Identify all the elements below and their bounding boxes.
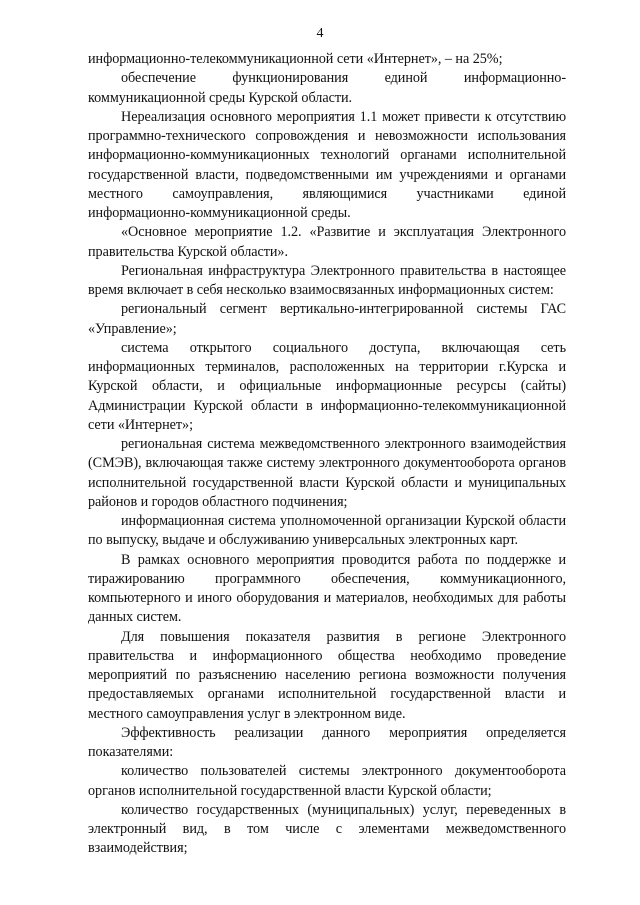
page-number: 4 xyxy=(316,26,324,41)
paragraph-measure-title: «Основное мероприятие 1.2. «Развитие и эксплуатация Электронного правительства Курской области». xyxy=(88,224,566,260)
list-item-open-access-system: система открытого социального доступа, включающая сеть информационных терминалов, расположенных на территории г.Курска и Курской области, и официальные информационные ресурсы (сайты) Администрации Курской области в информационно-телекоммуникационной сети «Интернет»; xyxy=(88,339,566,433)
paragraph-internet-share: информационно-телекоммуникационной сети «Интернет», – на 25%; xyxy=(88,51,503,67)
list-item-gas-upravlenie: региональный сегмент вертикально-интегрированной системы ГАС «Управление»; xyxy=(88,301,566,337)
paragraph-unified-environment: обеспечение функционирования единой информационно-коммуникационной среды Курской области. xyxy=(88,70,566,106)
list-item-edo-users: количество пользователей системы электронного документооборота органов исполнительной государственной власти Курской области; xyxy=(88,763,566,799)
list-item-universal-cards: информационная система уполномоченной организации Курской области по выпуску, выдаче и обслуживанию универсальных электронных карт. xyxy=(88,513,566,549)
body-text xyxy=(88,50,566,859)
paragraph-effectiveness-indicators: Эффективность реализации данного мероприятия определяется показателями: xyxy=(88,724,566,760)
paragraph-non-implementation-risk: Нереализация основного мероприятия 1.1 может привести к отсутствию программно-технического сопровождения и невозможности использования информационно-коммуникационных технологий органами исполнительной государственной власти, подведомственными им учреждениями и органами местного самоуправления, являющимися участниками единой информационно-коммуникационной среды. xyxy=(88,108,566,221)
paragraph-support-work: В рамках основного мероприятия проводится работа по поддержке и тиражированию программного обеспечения, коммуникационного, компьютерного и иного оборудования и материалов, необходимых для работы данных систем. xyxy=(88,551,566,626)
list-item-electronic-services: количество государственных (муниципальных) услуг, переведенных в электронный вид, в том числе с элементами межведомственного взаимодействия; xyxy=(88,801,566,857)
paragraph-infrastructure-intro: Региональная инфраструктура Электронного правительства в настоящее время включает в себя несколько взаимосвязанных информационных систем: xyxy=(88,262,566,298)
list-item-smev: региональная система межведомственного электронного взаимодействия (СМЭВ), включающая также систему электронного документооборота органов исполнительной государственной власти Курской области и муниципальных районов и городов областного подчинения; xyxy=(88,436,566,510)
paragraph-public-awareness: Для повышения показателя развития в регионе Электронного правительства и информационного общества необходимо проведение мероприятий по разъяснению населению региона возможности получения предоставляемых органами исполнительной государственной власти и местного самоуправления услуг в электронном виде. xyxy=(88,628,566,722)
